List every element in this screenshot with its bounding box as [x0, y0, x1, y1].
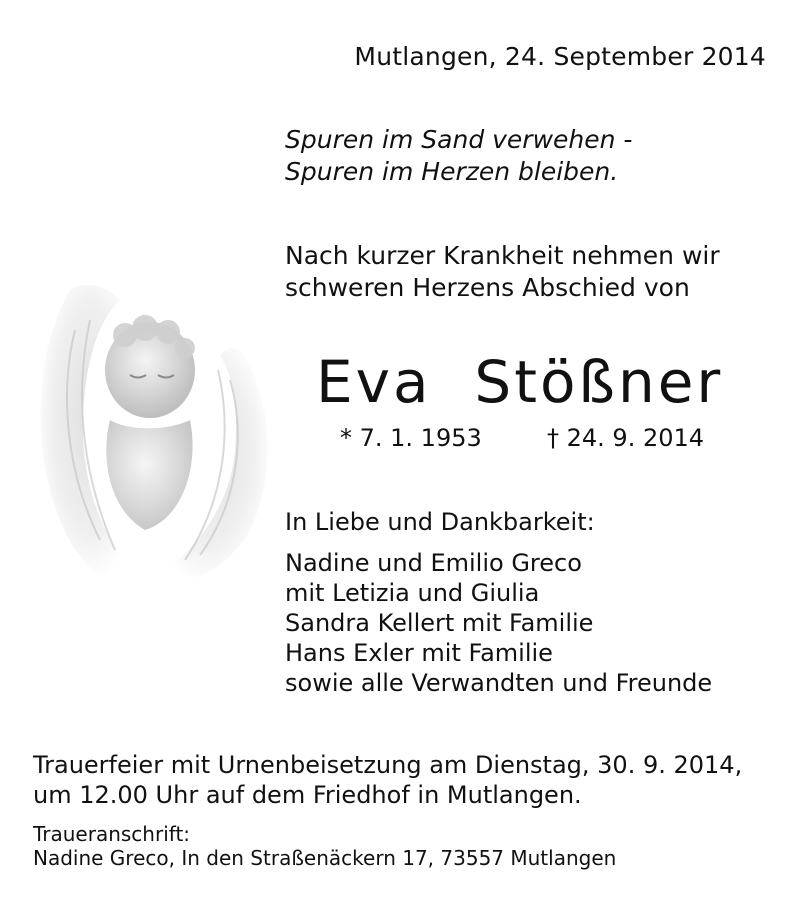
ceremony-line-2: um 12.00 Uhr auf dem Friedhof in Mutlangen. [33, 781, 582, 809]
birth-date: * 7. 1. 1953 [340, 424, 482, 452]
memorial-quote [285, 124, 632, 188]
mourners-title: In Liebe und Dankbarkeit: [285, 508, 595, 536]
quote-line-1: Spuren im Sand verwehen - [285, 125, 633, 154]
intro-text [285, 240, 720, 304]
list-item: Hans Exler mit Familie [285, 639, 553, 667]
address-value: Nadine Greco, In den Straßenäckern 17, 73557 Mutlangen [33, 846, 617, 870]
deceased-name: Eva Stößner [316, 348, 724, 416]
list-item: Nadine und Emilio Greco [285, 549, 582, 577]
list-item: mit Letizia und Giulia [285, 579, 540, 607]
address-label: Traueranschrift: [33, 822, 191, 846]
quote-line-2: Spuren im Herzen bleiben. [285, 157, 619, 186]
intro-line-1: Nach kurzer Krankheit nehmen wir [285, 241, 720, 270]
angel-wings-icon [30, 270, 280, 600]
list-item: Sandra Kellert mit Familie [285, 609, 594, 637]
ceremony-info [33, 750, 742, 810]
place-date: Mutlangen, 24. September 2014 [354, 42, 766, 71]
ceremony-line-1: Trauerfeier mit Urnenbeisetzung am Dienstag, 30. 9. 2014, [33, 751, 743, 779]
intro-line-2: schweren Herzens Abschied von [285, 273, 690, 302]
mourners-list [285, 548, 712, 698]
death-date: † 24. 9. 2014 [547, 424, 705, 452]
list-item: sowie alle Verwandten und Freunde [285, 669, 713, 697]
